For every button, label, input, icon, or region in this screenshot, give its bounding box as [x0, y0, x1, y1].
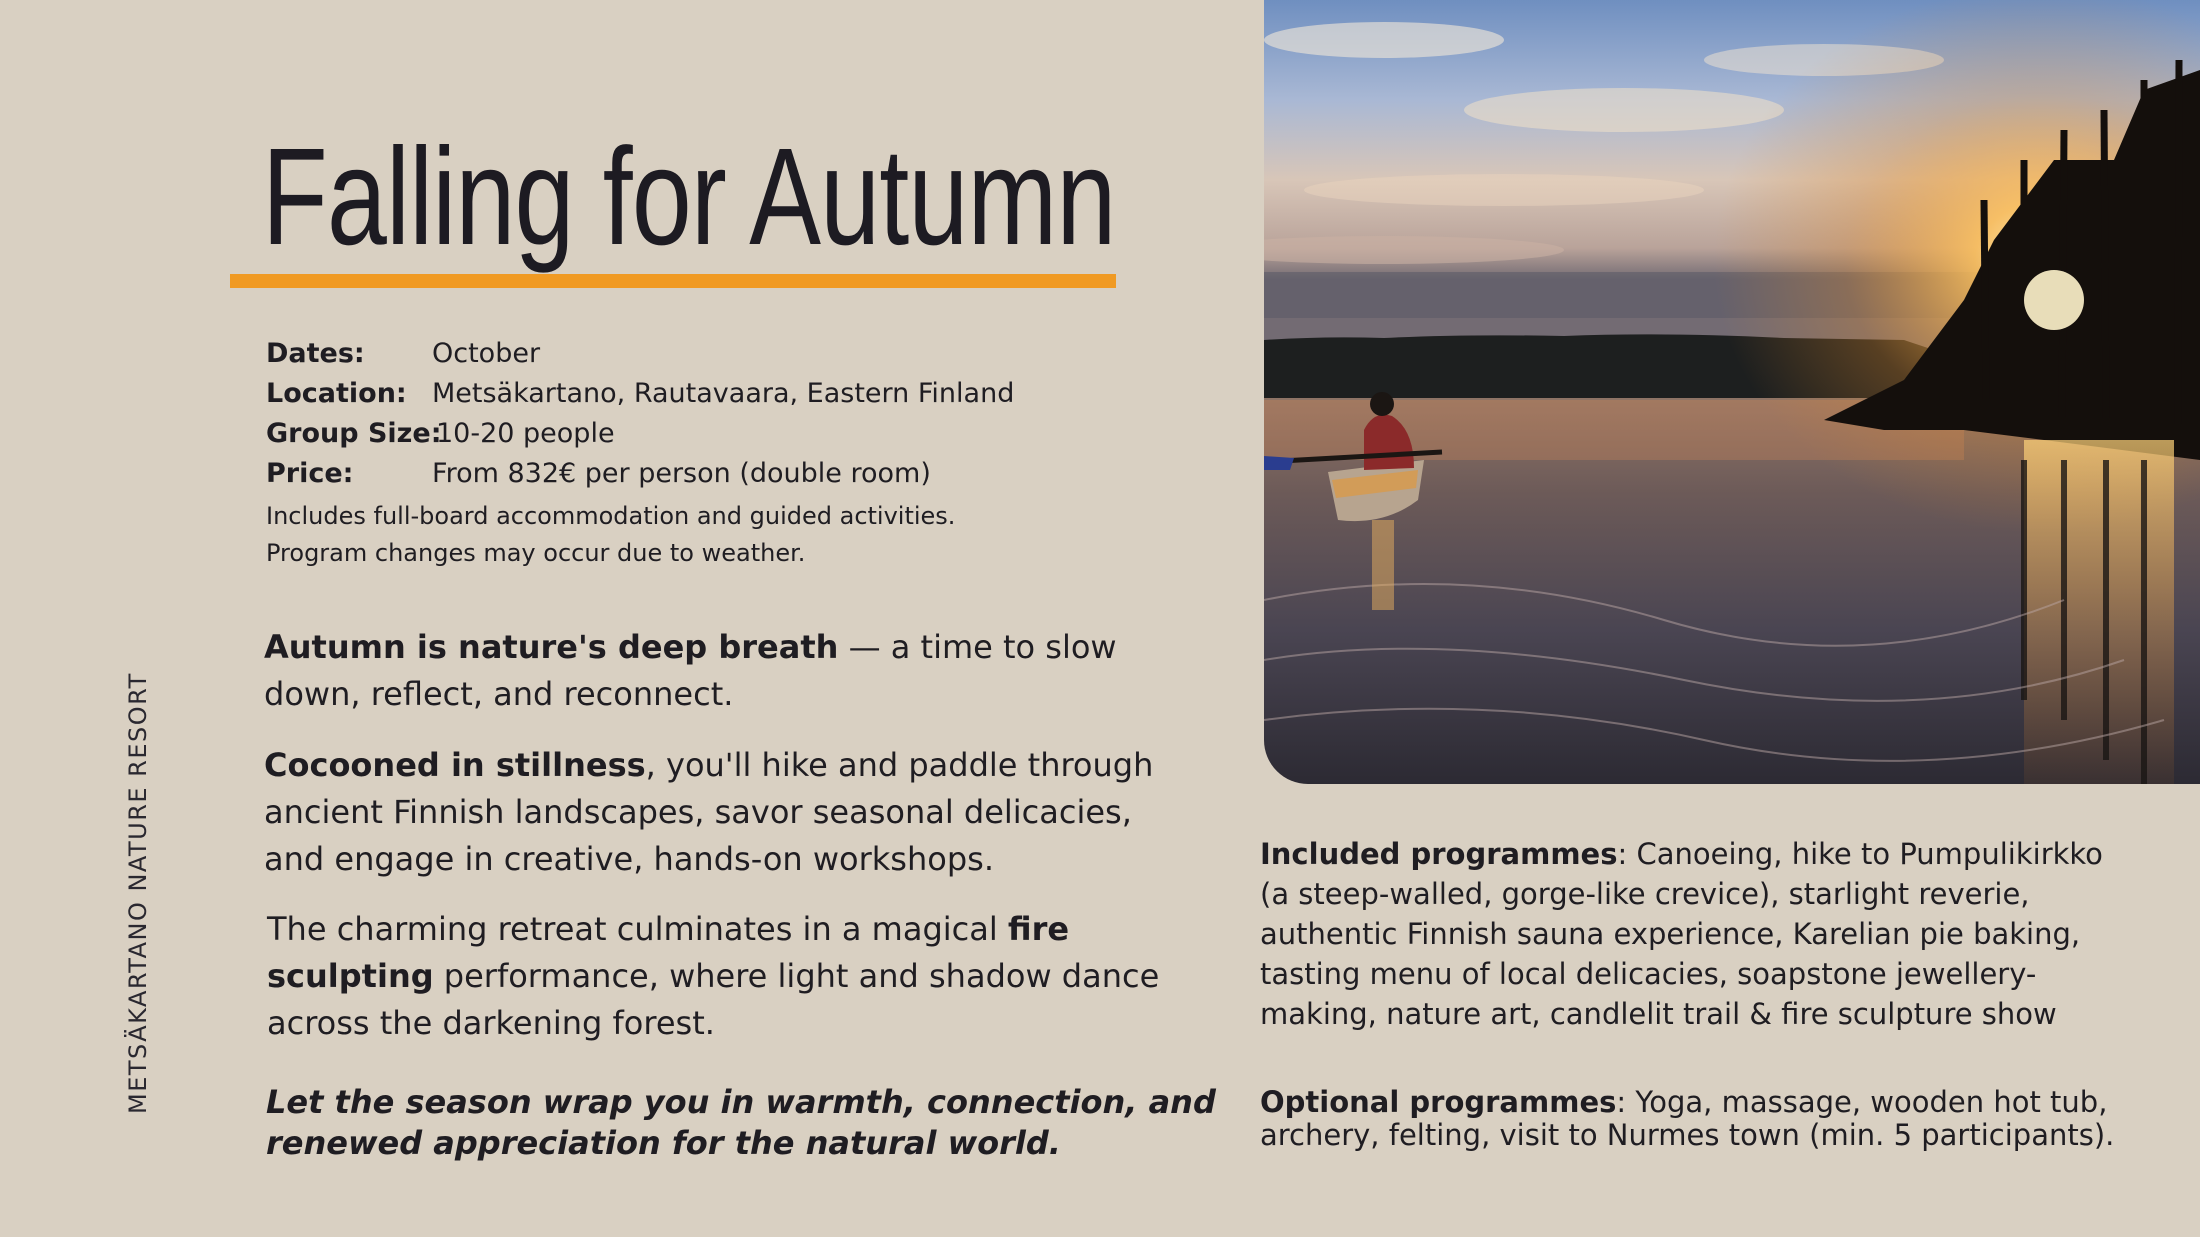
closing-statement — [266, 1082, 1216, 1164]
finale-bold: sculpting — [267, 957, 434, 995]
included-text: (a steep-walled, gorge-like crevice), starlight reverie, — [1260, 877, 2030, 911]
included-label: Included programmes — [1260, 837, 1618, 871]
optional-text: archery, felting, visit to Nurmes town (min. 5 participants). — [1260, 1118, 2115, 1152]
finale-text: across the darkening forest. — [267, 1004, 715, 1042]
intro-bold: Autumn is nature's deep breath — [264, 628, 839, 666]
closing-line: Let the season wrap you in warmth, connection, and — [266, 1083, 1216, 1121]
included-text: authentic Finnish sauna experience, Karelian pie baking, — [1260, 917, 2081, 951]
activities-paragraph — [264, 742, 1153, 883]
included-text: : Canoeing, hike to Pumpulikirkko — [1617, 837, 2103, 871]
activities-text: and engage in creative, hands-on workshops. — [264, 840, 994, 878]
detail-row-location — [266, 374, 1014, 414]
title-underline — [230, 274, 1116, 288]
resort-name-vertical: METSÄKARTANO NATURE RESORT — [124, 672, 152, 1114]
detail-label: Price: — [266, 458, 354, 489]
activities-text: , you'll hike and paddle through — [645, 746, 1154, 784]
finale-bold: fire — [1007, 910, 1070, 948]
detail-row-group-size — [266, 414, 1014, 454]
included-text: tasting menu of local delicacies, soapstone jewellery- — [1260, 957, 2037, 991]
finale-paragraph — [267, 906, 1159, 1047]
optional-label: Optional programmes — [1260, 1085, 1617, 1119]
intro-text: down, reflect, and reconnect. — [264, 675, 734, 713]
activities-bold: Cocooned in stillness — [264, 746, 646, 784]
detail-value: Metsäkartano, Rautavaara, Eastern Finland — [432, 378, 1015, 409]
included-programmes — [1260, 834, 2103, 1034]
included-text: making, nature art, candlelit trail & fire sculpture show — [1260, 997, 2057, 1031]
trip-details — [266, 334, 1014, 494]
detail-label: Dates: — [266, 338, 365, 369]
lake-sunset-photo — [1264, 0, 2200, 784]
intro-text: — a time to slow — [838, 628, 1117, 666]
page-title: Falling for Autumn — [262, 120, 1116, 274]
finale-text: performance, where light and shadow dance — [433, 957, 1160, 995]
intro-paragraph — [264, 624, 1117, 718]
detail-value: From 832€ per person (double room) — [432, 458, 931, 489]
detail-row-price — [266, 454, 1014, 494]
activities-text: ancient Finnish landscapes, savor seasonal delicacies, — [264, 793, 1132, 831]
detail-label: Location: — [266, 378, 407, 409]
finale-text: The charming retreat culminates in a magical — [267, 910, 1008, 948]
inclusion-note: Includes full-board accommodation and guided activities. — [266, 502, 956, 530]
detail-value: 10-20 people — [436, 418, 615, 449]
closing-line: renewed appreciation for the natural world. — [266, 1124, 1061, 1162]
detail-row-dates — [266, 334, 1014, 374]
optional-text: : Yoga, massage, wooden hot tub, — [1616, 1085, 2108, 1119]
optional-programmes — [1260, 1086, 2114, 1152]
detail-value: October — [432, 338, 541, 369]
weather-note: Program changes may occur due to weather. — [266, 539, 806, 567]
detail-label: Group Size: — [266, 418, 442, 449]
